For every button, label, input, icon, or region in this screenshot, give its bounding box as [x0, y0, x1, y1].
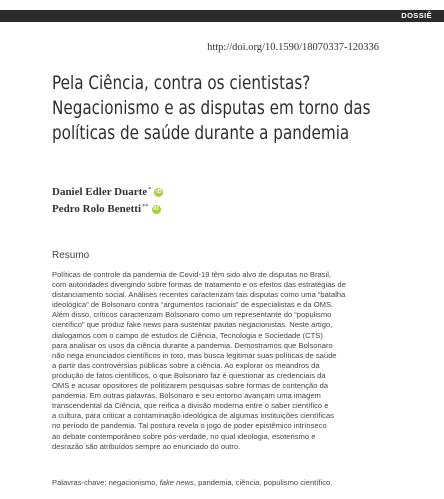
title-line-1: Pela Ciência, contra os cientistas?: [52, 72, 311, 94]
title-line-3: políticas de saúde durante a pandemia: [52, 122, 350, 144]
abstract-line: distanciamento social. Análises recentes caracterizam tais disputas como uma “batalha: [52, 290, 346, 300]
abstract-body: [52, 270, 392, 452]
keywords-before: negacionismo,: [108, 478, 158, 487]
doi-link[interactable]: http://doi.org/10.1590/18070337-120336: [207, 42, 379, 53]
author-name: Daniel Edler Duarte: [52, 186, 148, 198]
abstract-line: OMS e acusar opositores de politizarem pesquisas sobre formas de contenção da: [52, 381, 329, 391]
author-name: Pedro Rolo Benetti: [52, 203, 142, 215]
abstract-line: científico” que produz fake news para sustentar pautas negacionistas. Neste artigo,: [52, 320, 333, 330]
abstract-line: ideológica” de Bolsonaro contra “argumentos racionais” de especialistas e da OMS.: [52, 300, 334, 310]
abstract-line: ao debate contemporâneo sobre pós-verdade, no qual ideologia, esoterismo e: [52, 431, 316, 441]
keywords-italic: fake news: [159, 478, 194, 487]
abstract-heading: Resumo: [52, 250, 90, 261]
abstract-line: Além disso, críticos caracterizam Bolsonaro como um representante do “populismo: [52, 310, 332, 320]
article-title: [52, 71, 371, 146]
title-line-2: Negacionismo e as disputas em torno das: [52, 97, 371, 119]
author-1: [52, 186, 163, 198]
abstract-line: produção de fatos científicos, o que Bolsonaro faz é questionar as credenciais da: [52, 370, 326, 380]
abstract-line: desrazão são atribuídos sempre ao enunciado do outro.: [52, 441, 241, 451]
keywords-label: Palavras-chave:: [52, 478, 107, 487]
keywords-after: , pandemia, ciência, populismo científico.: [193, 478, 333, 487]
abstract-line: transcendental da Ciência, que reifica a divisão moderna entre o saber científico e: [52, 401, 329, 411]
keywords: [52, 478, 332, 487]
section-banner: [0, 10, 444, 22]
orcid-icon[interactable]: iD: [156, 188, 162, 195]
abstract-line: a partir das controvérsias públicas sobre a ciência. Ao explorar os meandros da: [52, 360, 320, 370]
abstract-line: com autoridades divergindo sobre formas de tratamento e os efeitos das estratégias de: [52, 280, 346, 290]
abstract-line: no período de pandemia. Tal postura revela o jogo de poder epistêmico intrínseco: [52, 421, 327, 431]
abstract-line: dialogamos com o campo de estudos de Ciência, Tecnologia e Sociedade (CTS): [52, 330, 323, 340]
abstract-line: Políticas de controle da pandemia de Covid-19 têm sido alvo de disputas no Brasil,: [52, 270, 332, 279]
abstract-line: pandemia. Em outras palavras, Bolsonaro e seu entorno avançam uma imagem: [52, 391, 321, 401]
section-label: DOSSIÊ: [401, 11, 432, 20]
author-mark: *: [148, 185, 152, 193]
abstract-line: a cultura, para criticar a contaminação ideológica de algumas instituições científicas: [52, 411, 334, 421]
orcid-icon[interactable]: iD: [153, 205, 159, 212]
abstract-line: não nega enunciados científicos in toto, mas busca legitimar suas políticas de saúde: [52, 350, 337, 360]
author-2: [52, 203, 161, 215]
author-mark: **: [142, 202, 149, 210]
abstract-line: para analisar os usos da ciência durante a pandemia. Demostramos que Bolsonaro: [52, 340, 333, 350]
